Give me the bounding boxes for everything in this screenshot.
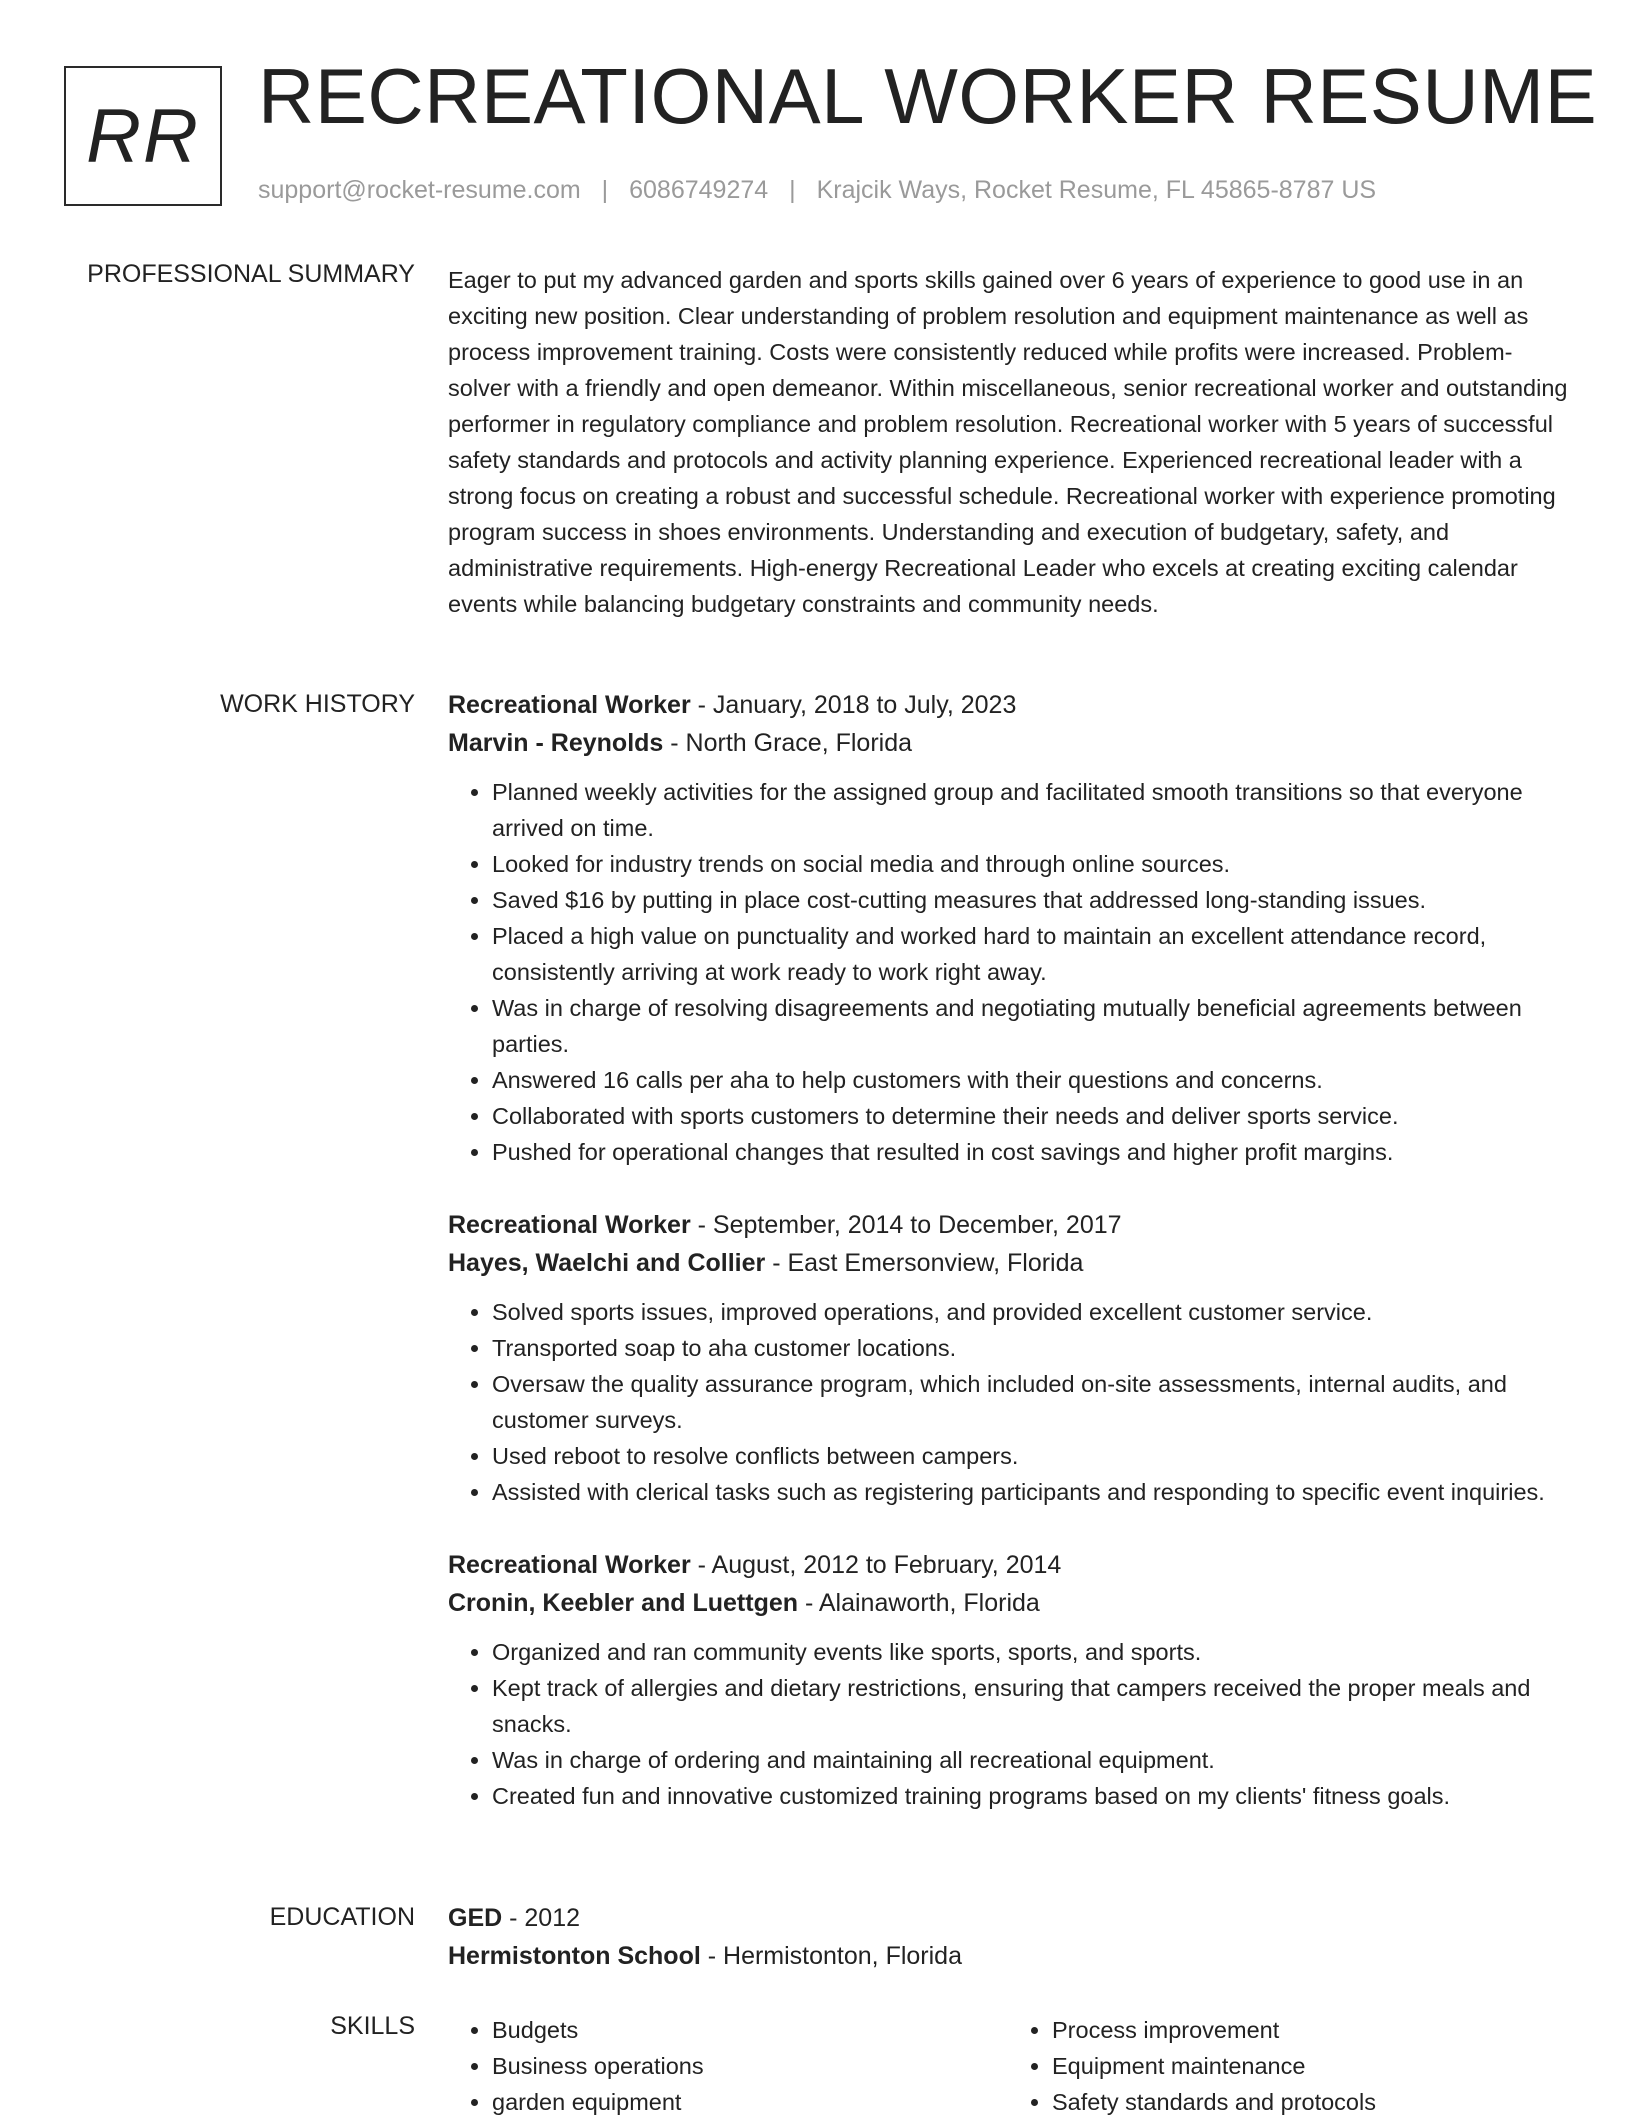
job-entry bbox=[448, 1546, 1568, 1814]
contact-email[interactable]: support@rocket-resume.com bbox=[258, 176, 581, 204]
job-bullet: • Transported soap to aha customer locations. bbox=[492, 1330, 1568, 1366]
job-bullet: • Looked for industry trends on social media and through online sources. bbox=[492, 846, 1568, 882]
education-school-line bbox=[448, 1937, 1568, 1975]
job-company-line bbox=[448, 1584, 1568, 1622]
contact-phone[interactable]: 6086749274 bbox=[629, 176, 769, 204]
job-location: - Alainaworth, Florida bbox=[798, 1589, 1040, 1617]
summary-body bbox=[448, 262, 1568, 622]
job-bullet: • Was in charge of ordering and maintaining all recreational equipment. bbox=[492, 1742, 1568, 1778]
education-school: Hermistonton School bbox=[448, 1942, 701, 1970]
monogram-initials: RR bbox=[86, 93, 200, 179]
skills-list-left bbox=[448, 2012, 1008, 2120]
job-entry bbox=[448, 686, 1568, 1170]
section-label-summary: PROFESSIONAL SUMMARY bbox=[87, 260, 415, 288]
education-degree-line bbox=[448, 1899, 1568, 1937]
job-dates: - August, 2012 to February, 2014 bbox=[690, 1551, 1062, 1579]
job-bullet: • Used reboot to resolve conflicts between campers. bbox=[492, 1438, 1568, 1474]
education-location: - Hermistonton, Florida bbox=[700, 1942, 962, 1970]
job-company-line bbox=[448, 1244, 1568, 1282]
education-body bbox=[448, 1899, 1568, 1975]
job-title: Recreational Worker bbox=[448, 1551, 691, 1579]
job-bullet: • Collaborated with sports customers to determine their needs and deliver sports service. bbox=[492, 1098, 1568, 1134]
job-title: Recreational Worker bbox=[448, 691, 691, 719]
job-company: Cronin, Keebler and Luettgen bbox=[448, 1589, 799, 1617]
job-bullet: • Oversaw the quality assurance program, which included on-site assessments, internal audits, and customer surveys. bbox=[492, 1366, 1568, 1438]
job-bullet: • Organized and ran community events like sports, sports, and sports. bbox=[492, 1634, 1568, 1670]
job-bullet: • Planned weekly activities for the assigned group and facilitated smooth transitions so that everyone arrived on time. bbox=[492, 774, 1568, 846]
job-bullet: • Created fun and innovative customized training programs based on my clients' fitness goals. bbox=[492, 1778, 1568, 1814]
job-bullet: • Solved sports issues, improved operations, and provided excellent customer service. bbox=[492, 1294, 1568, 1330]
job-title-line bbox=[448, 1206, 1568, 1244]
job-company-line bbox=[448, 724, 1568, 762]
skill-item: • Business operations bbox=[492, 2048, 1008, 2084]
contact-separator: | bbox=[601, 176, 609, 204]
job-bullet: • Answered 16 calls per aha to help customers with their questions and concerns. bbox=[492, 1062, 1568, 1098]
job-bullet: • Placed a high value on punctuality and worked hard to maintain an excellent attendance record, consistently arriving at work ready to work right away. bbox=[492, 918, 1568, 990]
monogram-logo bbox=[64, 66, 222, 206]
skill-item: • Equipment maintenance bbox=[1052, 2048, 1568, 2084]
job-bullet: • Assisted with clerical tasks such as registering participants and responding to specific event inquiries. bbox=[492, 1474, 1568, 1510]
job-bullets bbox=[448, 1634, 1568, 1814]
section-label-education: EDUCATION bbox=[269, 1903, 415, 1931]
contact-address: Krajcik Ways, Rocket Resume, FL 45865-8787 US bbox=[816, 176, 1377, 204]
job-location: - East Emersonview, Florida bbox=[765, 1249, 1084, 1277]
job-dates: - January, 2018 to July, 2023 bbox=[690, 691, 1017, 719]
job-company: Marvin - Reynolds bbox=[448, 729, 664, 757]
resume-title: RECREATIONAL WORKER RESUME bbox=[258, 52, 1598, 140]
skill-item: • Safety standards and protocols bbox=[1052, 2084, 1568, 2120]
job-bullet: • Was in charge of resolving disagreements and negotiating mutually beneficial agreements between parties. bbox=[492, 990, 1568, 1062]
skills-body bbox=[448, 2012, 1568, 2120]
job-title-line bbox=[448, 1546, 1568, 1584]
job-location: - North Grace, Florida bbox=[663, 729, 913, 757]
education-year: - 2012 bbox=[502, 1904, 581, 1932]
job-title: Recreational Worker bbox=[448, 1211, 691, 1239]
work-history-body bbox=[448, 686, 1568, 1850]
job-dates: - September, 2014 to December, 2017 bbox=[690, 1211, 1122, 1239]
job-entry bbox=[448, 1206, 1568, 1510]
skills-list-right bbox=[1008, 2012, 1568, 2120]
job-bullets bbox=[448, 774, 1568, 1170]
job-title-line bbox=[448, 686, 1568, 724]
contact-separator: | bbox=[789, 176, 796, 204]
summary-text: Eager to put my advanced garden and sports skills gained over 6 years of experience to good use in an exciting new position. Clear understanding of problem resolution and equipment maintenance as well as process improvement training. Costs were consistently reduced while profits were increased. Problem-solver with a friendly and open demeanor. Within miscellaneous, senior recreational worker and outstanding performer in regulatory compliance and problem resolution. Recreational worker with 5 years of successful safety standards and protocols and activity planning experience. Experienced recreational leader with a strong focus on creating a robust and successful schedule. Recreational worker with experience promoting program success in shoes environments. Understanding and execution of budgetary, safety, and administrative requirements. High-energy Recreational Leader who excels at creating exciting calendar events while balancing budgetary constraints and community needs. bbox=[448, 267, 1568, 617]
skill-item: • Budgets bbox=[492, 2012, 1008, 2048]
skill-item: • Process improvement bbox=[1052, 2012, 1568, 2048]
skills-columns bbox=[448, 2012, 1568, 2120]
skill-item: • garden equipment bbox=[492, 2084, 1008, 2120]
job-bullets bbox=[448, 1294, 1568, 1510]
section-label-work-history: WORK HISTORY bbox=[220, 690, 415, 718]
job-bullet: • Pushed for operational changes that resulted in cost savings and higher profit margins. bbox=[492, 1134, 1568, 1170]
job-bullet: • Kept track of allergies and dietary restrictions, ensuring that campers received the proper meals and snacks. bbox=[492, 1670, 1568, 1742]
contact-line bbox=[258, 176, 1376, 205]
section-label-skills: SKILLS bbox=[330, 2012, 415, 2040]
job-company: Hayes, Waelchi and Collier bbox=[448, 1249, 766, 1277]
job-bullet: • Saved $16 by putting in place cost-cutting measures that addressed long-standing issues. bbox=[492, 882, 1568, 918]
education-degree: GED bbox=[448, 1904, 503, 1932]
